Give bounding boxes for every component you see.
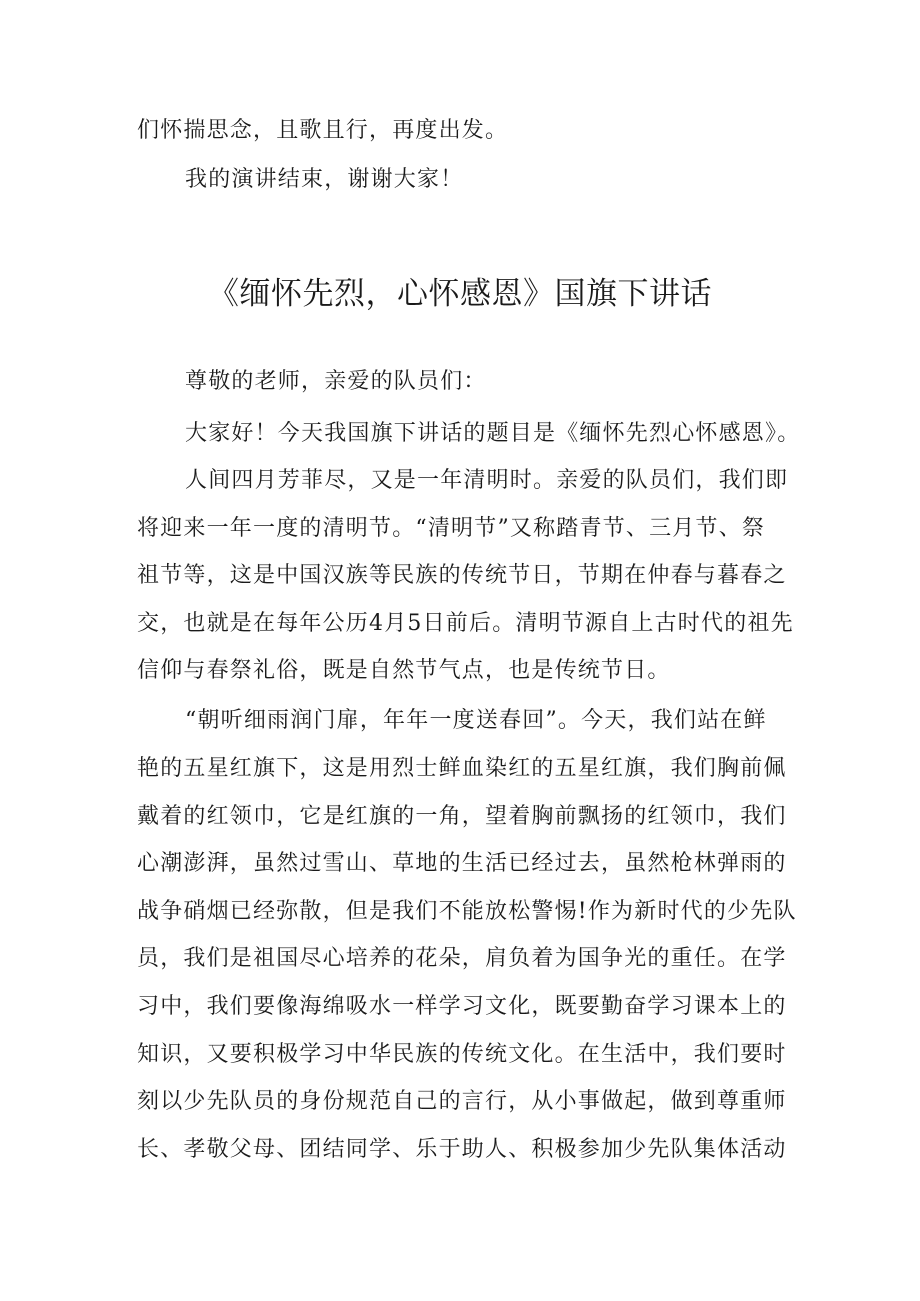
- paragraph-1-line: 将迎来一年一度的清明节。“清明节”又称踏青节、三月节、祭: [137, 516, 766, 541]
- paragraph-1-line: 人间四月芳菲尽，又是一年清明时。亲爱的队员们，我们即: [185, 468, 789, 493]
- paragraph-1-line: 信仰与春祭礼俗，既是自然节气点，也是传统节日。: [137, 658, 671, 683]
- paragraph-1-line: 祖节等，这是中国汉族等民族的传统节日，节期在仲春与暮春之: [137, 563, 787, 588]
- paragraph-2-line: 心潮澎湃，虽然过雪山、草地的生活已经过去，虽然枪林弹雨的: [137, 851, 787, 876]
- previous-section-closing-line: 们怀揣思念，且歌且行，再度出发。: [137, 118, 509, 143]
- greeting-line: 尊敬的老师，亲爱的队员们：: [185, 369, 487, 394]
- paragraph-1-line: 交，也就是在每年公历4月5日前后。清明节源自上古时代的祖先: [137, 611, 794, 636]
- paragraph-2-line: 战争硝烟已经弥散，但是我们不能放松警惕!作为新时代的少先队: [137, 899, 797, 924]
- speech-title: 《缅怀先烈，心怀感恩》国旗下讲话: [208, 276, 712, 312]
- paragraph-2-line: 员，我们是祖国尽心培养的花朵，肩负着为国争光的重任。在学: [137, 946, 787, 971]
- previous-section-ending-line: 我的演讲结束，谢谢大家！: [185, 167, 464, 192]
- paragraph-2-line: 长、孝敬父母、团结同学、乐于助人、积极参加少先队集体活动: [137, 1137, 787, 1162]
- paragraph-2-line: 戴着的红领巾，它是红旗的一角，望着胸前飘扬的红领巾，我们: [137, 804, 787, 829]
- paragraph-2-line: 知识，又要积极学习中华民族的传统文化。在生活中，我们要时: [137, 1042, 787, 1067]
- paragraph-2-line: 艳的五星红旗下，这是用烈士鲜血染红的五星红旗，我们胸前佩: [137, 756, 787, 781]
- paragraph-2-line: 刻以少先队员的身份规范自己的言行，从小事做起，做到尊重师: [137, 1089, 787, 1114]
- paragraph-2-line: “朝听细雨润门扉，年年一度送春回”。今天，我们站在鲜: [185, 708, 767, 733]
- intro-line: 大家好！今天我国旗下讲话的题目是《缅怀先烈心怀感恩》。: [185, 421, 801, 446]
- paragraph-2-line: 习中，我们要像海绵吸水一样学习文化，既要勤奋学习课本上的: [137, 994, 787, 1019]
